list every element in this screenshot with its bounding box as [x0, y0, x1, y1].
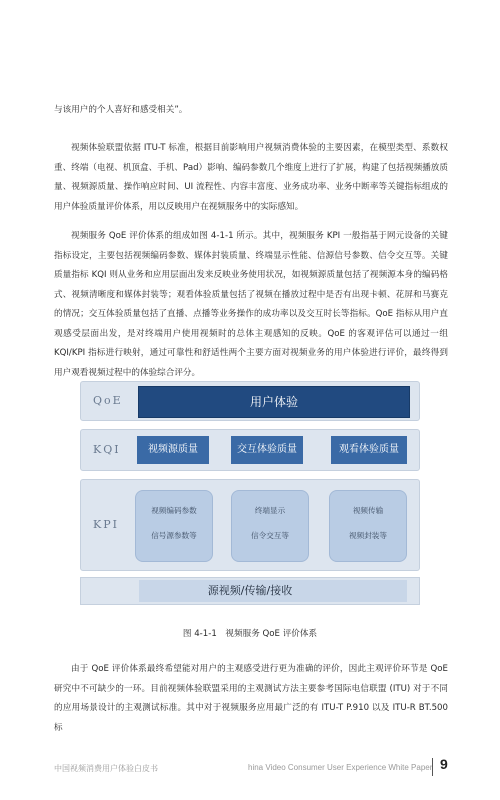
footer-title-cn: 中国视频消费用户体验白皮书 [54, 764, 158, 773]
source-bar-label: 源视频/传输/接收 [207, 584, 293, 597]
source-transport-receive-bar [80, 577, 420, 605]
kpi-box-transport-line2: 视频封装等 [349, 531, 387, 540]
figure-caption: 图 4-1-1 视频服务 QoE 评价体系 [182, 629, 318, 639]
kpi-box-transport [329, 490, 407, 562]
footer-divider [432, 758, 433, 776]
kpi-box-transport-line1: 视频传输 [352, 506, 384, 515]
kpi-box-terminal-line1: 终端显示 [254, 506, 286, 515]
paragraph-alliance: 视频体验联盟依据 ITU-T 标准，根据目前影响用户视频消费体验的主要因素，在模型类型、系数权重、终端（电视、机顶盒、手机、Pad）影响、编码参数几个维度上进行了扩展，构建了包括视频播放质量、视频源质量、操作响应时间、UI 流程性、内容丰富度、业务成功率、业务中断率等关键指标组成的用户体验质量评价体系，用以反映用户在视频服务中的实际感知。 [54, 143, 448, 212]
kpi-box-encoding [135, 490, 213, 562]
paragraph-qoe-system: 视频服务 QoE 评价体系的组成如图 4-1-1 所示。其中，视频服务 KPI 一般指基于网元设备的关键指标设定，主要包括视频编码参数、媒体封装质量、终端显示性能、信源信号参数、信令交互等。关键质量指标 KQI 则从业务和应用层面出发来反映业务使用状况，如视频源质量包括了视频源本身的编码格式、视频清晰度和媒体封装等；观看体验质量包括了视频在播放过程中是否有出现卡顿、花屏和马赛克的情况；交互体验质量包括了直播、点播等业务操作的成功率以及交互时长等指标。QoE 指标从用户直观感受层面出发，是对终端用户使用视频时的总体主观感知的反映。QoE 的客观评估可以通过一组 KQI/KPI 指标进行映射，通过可靠性和舒适性两个主要方面对视频业务的用户体验进行评价，最终得到用户观看视频过程中的体验综合评分。 [54, 231, 448, 378]
paragraph-intro-tail: 与该用户的个人喜好和感受相关”。 [54, 105, 188, 115]
kpi-row [80, 479, 420, 571]
kqi-row [80, 429, 420, 471]
kpi-box-encoding-line1: 视频编码参数 [151, 506, 197, 515]
kpi-row-label: KPI [93, 518, 119, 531]
paragraph-subjective-eval: 由于 QoE 评价体系最终希望能对用户的主观感受进行更为准确的评价，因此主观评价环节是 QoE 研究中不可缺少的一环。目前视频体验联盟采用的主观测试方法主要参考国际电信联盟 (ITU) 对于不同的应用场景设计的主观测试标准。其中对于视频服务应用最广泛的有 ITU-T P.910 以及 ITU-R BT.500 标 [54, 664, 448, 733]
qoe-row [80, 381, 420, 421]
kqi-box-interaction-quality: 交互体验质量 [231, 436, 303, 464]
kqi-box-source-quality: 视频源质量 [137, 436, 209, 464]
qoe-user-experience-box: 用户体验 [138, 386, 410, 418]
page-number: 9 [440, 756, 448, 772]
kpi-box-terminal [231, 490, 309, 562]
kpi-box-encoding-line2: 信号源参数等 [151, 531, 197, 540]
footer-title-en: hina Video Consumer User Experience White Paper [248, 763, 433, 772]
qoe-diagram [80, 381, 420, 605]
kqi-box-viewing-quality: 观看体验质量 [331, 436, 407, 464]
kqi-row-label: KQI [93, 443, 121, 456]
qoe-row-label: QoE [93, 394, 123, 407]
kpi-box-terminal-line2: 信令交互等 [251, 531, 289, 540]
